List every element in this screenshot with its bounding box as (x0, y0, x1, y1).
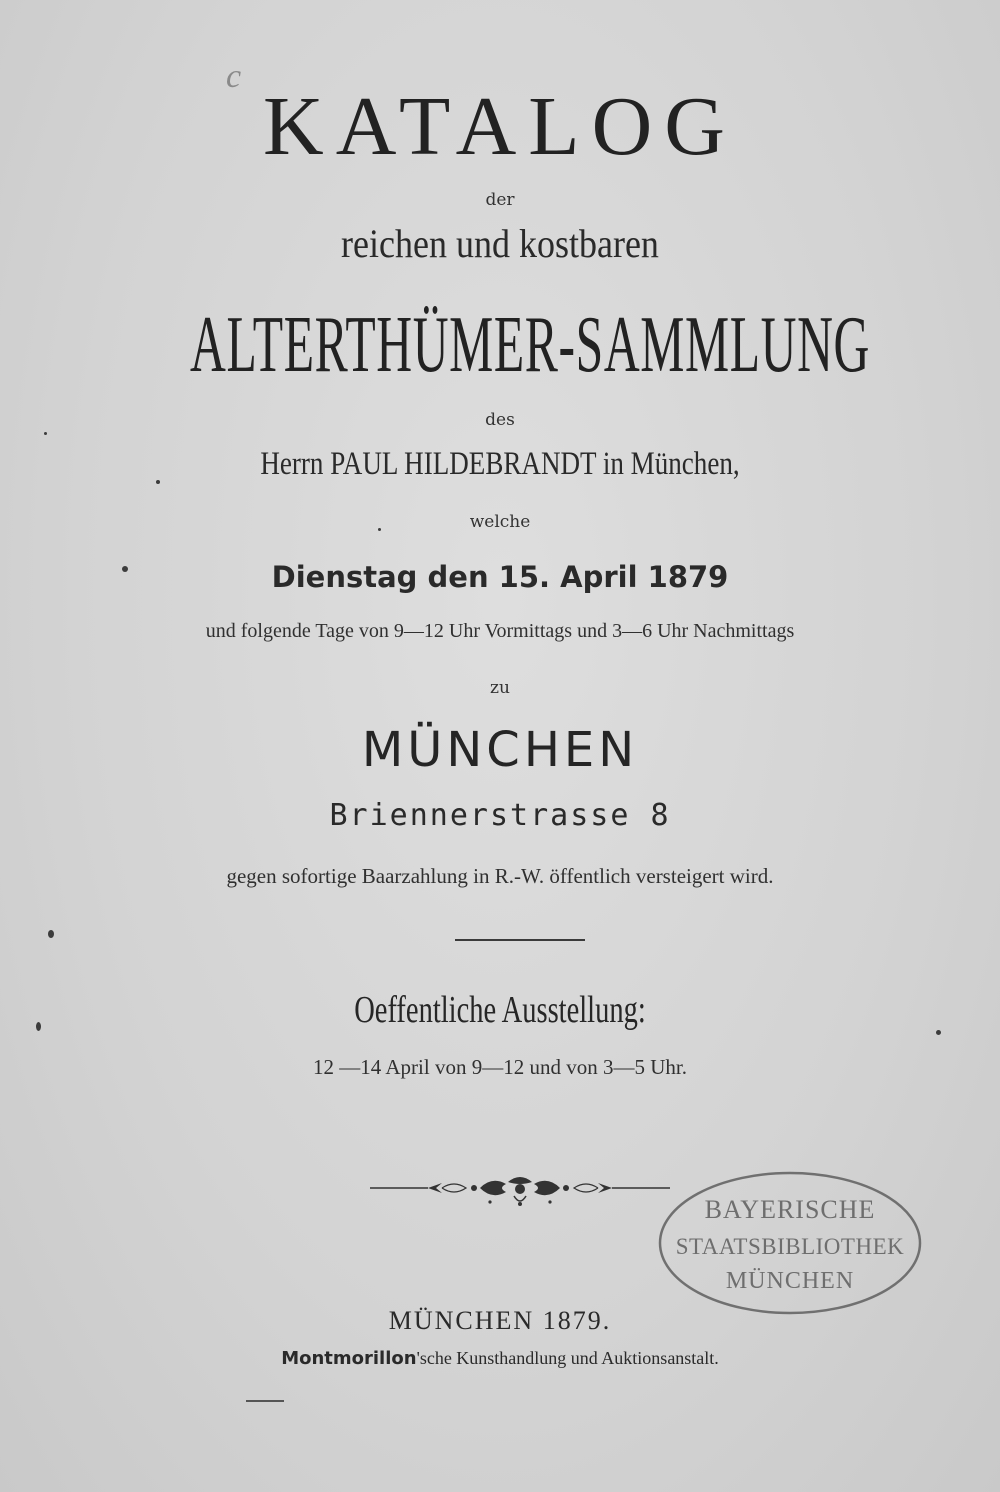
word-der: der (485, 190, 515, 210)
ornament-flourish (370, 1172, 670, 1212)
ink-speck (48, 930, 54, 938)
stamp-line-3: MÜNCHEN (725, 1268, 855, 1294)
word-welche: welche (469, 512, 531, 532)
ink-speck (936, 1030, 941, 1035)
auction-date: Dienstag den 15. April 1879 (271, 560, 729, 594)
divider-rule (455, 939, 585, 941)
pencil-dash (246, 1400, 284, 1402)
stamp-line-2: STAATSBIBLIOTHEK (675, 1234, 905, 1259)
ink-speck (156, 480, 160, 484)
owner-line: Herrn PAUL HILDEBRANDT in München, (260, 446, 740, 482)
subtitle: reichen und kostbaren (341, 221, 659, 266)
catalog-title: KATALOG (263, 80, 737, 173)
exhibition-times: 12 —14 April von 9—12 und von 3—5 Uhr. (313, 1055, 687, 1079)
publisher-name: Montmorillon (281, 1348, 417, 1369)
publisher-line (0, 1348, 1000, 1369)
stamp-line-1: BAYERISCHE (704, 1195, 876, 1224)
ink-speck (378, 528, 381, 531)
word-zu: zu (490, 678, 510, 698)
word-des: des (485, 410, 515, 430)
auction-times: und folgende Tage von 9—12 Uhr Vormittags und 3—6 Uhr Nachmittags (205, 620, 795, 642)
ink-speck (44, 432, 47, 435)
collection-title: ALTERTHÜMER-SAMMLUNG (190, 301, 870, 389)
payment-terms: gegen sofortige Baarzahlung in R.-W. öffentlich versteigert wird. (226, 864, 774, 888)
ink-speck (122, 566, 128, 572)
pencil-mark: c (226, 58, 242, 95)
ink-speck (36, 1022, 41, 1031)
street-address: Briennerstrasse 8 (329, 798, 671, 833)
publisher-rest: 'sche Kunsthandlung und Auktionsanstalt. (416, 1348, 719, 1368)
imprint-city-year: MÜNCHEN 1879. (388, 1306, 612, 1335)
exhibition-heading: Oeffentliche Ausstellung: (354, 989, 646, 1031)
city-heading: MÜNCHEN (361, 722, 639, 778)
library-stamp (657, 1170, 923, 1316)
